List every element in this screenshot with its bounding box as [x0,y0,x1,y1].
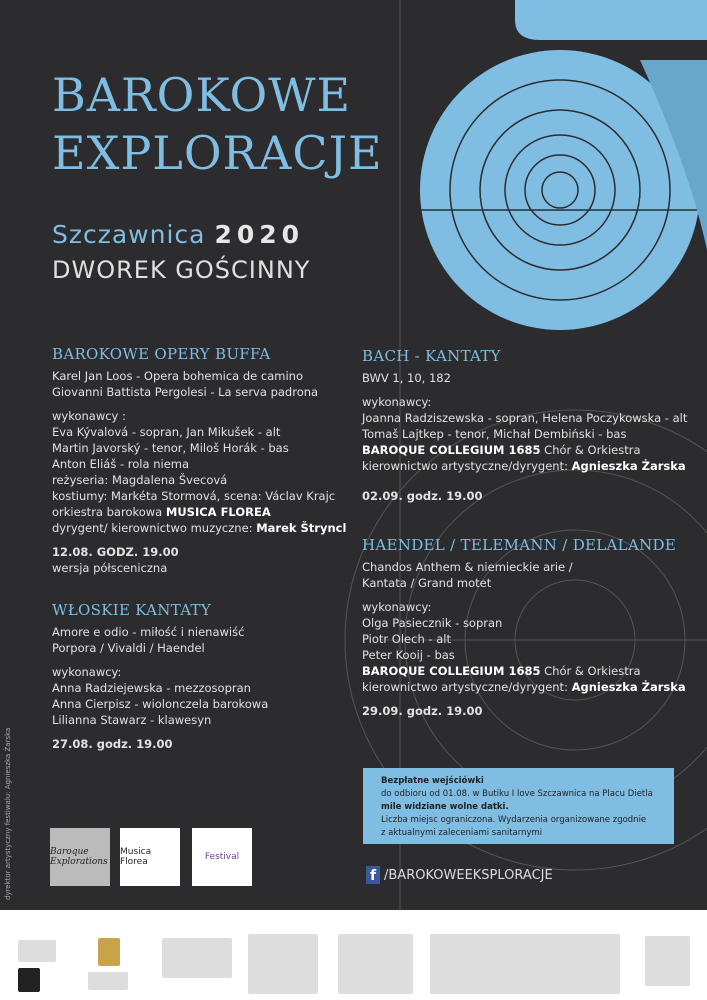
orchestra-label: orkiestra barokowa [52,505,166,519]
logo-text: Baroque Explorations [50,847,108,867]
conductor-label: dyrygent/ kierownictwo muzyczne: [52,521,257,535]
work: Giovanni Battista Pergolesi - La serva padrona [52,385,319,399]
orchestra: MUSICA FLOREA [165,505,271,519]
info-text: mile widziane wolne datki. [381,802,509,812]
performer: Anna Cierpisz - wiolonczela barokowa [52,697,269,711]
event-date: 02.09. godz. 19.00 [362,489,483,503]
performer: Piotr Olech - alt [362,632,451,646]
logo-baroque-explorations [50,828,110,886]
performer: Anton Eliáš - rola niema [52,457,190,471]
section-heading: HAENDEL / TELEMANN / DELALANDE [362,536,677,554]
section-heading: WŁOSKIE KANTATY [52,601,212,619]
work: Kantata / Grand motet [362,576,492,590]
section-opery-buffa [52,346,346,584]
performers-label: wykonawcy: [52,665,122,679]
sponsor-logo [18,940,56,962]
ensemble-suffix: Chór & Orkiestra [540,443,641,457]
performer: Tomaš Lajtkep - tenor, Michał Dembiński - bas [362,427,627,441]
logo-festival [192,828,252,886]
title-line-1: BAROKOWE [52,68,352,122]
city: Szczawnica [52,220,206,249]
info-text: z aktualnymi zaleceniami sanitarnymi [381,828,543,838]
ensemble-suffix: Chór & Orkiestra [540,664,641,678]
sponsor-logo [162,938,232,978]
work: Karel Jan Loos - Opera bohemica de camino [52,369,304,383]
costumes: kostiumy: Markéta Stormová, scena: Václav Krajc [52,489,336,503]
section-bach-kantaty [362,348,687,512]
performer: Peter Kooij - bas [362,648,455,662]
event-date: 12.08. GODZ. 19.00 [52,545,179,559]
performer: Eva Kývalová - sopran, Jan Mikušek - alt [52,425,281,439]
info-heading: Bezpłatne wejściówki [381,776,484,786]
sponsor-logo [18,968,40,992]
sponsors-footer [0,910,707,1000]
performers-label: wykonawcy: [362,395,432,409]
info-text: Liczba miejsc ograniczona. Wydarzenia organizowane zgodnie [381,815,647,825]
event-date: 29.09. godz. 19.00 [362,704,483,718]
logo-text: Festival [204,852,240,862]
sponsor-logo [98,938,120,966]
sponsor-logo [430,934,620,994]
work: Chandos Anthem & niemieckie arie / [362,560,573,574]
vertical-credit: dyrektor artystyczny festiwalu: Agnieszka Żarska [4,727,12,900]
director-label: kierownictwo artystyczne/dyrygent: [362,459,572,473]
event-date: 27.08. godz. 19.00 [52,737,173,751]
performers-label: wykonawcy : [52,409,126,423]
sponsor-logo [645,936,690,986]
director: Agnieszka Żarska [571,680,686,694]
section-heading: BACH - KANTATY [362,347,501,365]
performer: Joanna Radziszewska - sopran, Helena Poczykowska - alt [362,411,688,425]
title-line-2: EXPLORACJE [52,126,383,180]
section-wloskie-kantaty [52,602,268,760]
director: reżyseria: Magdalena Švecová [52,473,228,487]
performers-label: wykonawcy: [362,600,432,614]
performer: Anna Radziejewska - mezzosopran [52,681,251,695]
logo-musica-florea [120,828,180,886]
ensemble: BAROQUE COLLEGIUM 1685 [362,664,541,678]
facebook-icon: f [366,866,380,884]
venue: DWOREK GOŚCINNY [52,256,311,284]
event-note: wersja półsceniczna [52,561,168,575]
info-text: do odbioru od 01.08. w Butiku I love Szczawnica na Placu Dietla [381,789,653,799]
year: 2020 [214,220,305,249]
subtitle [52,220,304,249]
director-label: kierownictwo artystyczne/dyrygent: [362,680,572,694]
ensemble: BAROQUE COLLEGIUM 1685 [362,443,541,457]
sponsor-logo [338,934,413,994]
work: Amore e odio - miłość i nienawiść [52,625,245,639]
facebook-handle: /BAROKOWEEKSPLORACJE [384,867,553,883]
performer: Olga Pasiecznik - sopran [362,616,503,630]
sponsor-logo [248,934,318,994]
section-haendel [362,537,686,727]
facebook-link[interactable] [366,866,553,884]
work: Porpora / Vivaldi / Haendel [52,641,205,655]
ticket-info-box [363,768,674,844]
conductor: Marek Štryncl [256,521,347,535]
director: Agnieszka Żarska [571,459,686,473]
logo-text: Musica Florea [120,847,152,867]
sponsor-logo [88,972,128,990]
performer: Lilianna Stawarz - klawesyn [52,713,212,727]
section-heading: BAROKOWE OPERY BUFFA [52,345,271,363]
work: BWV 1, 10, 182 [362,371,451,385]
performer: Martin Javorský - tenor, Miloš Horák - bas [52,441,289,455]
